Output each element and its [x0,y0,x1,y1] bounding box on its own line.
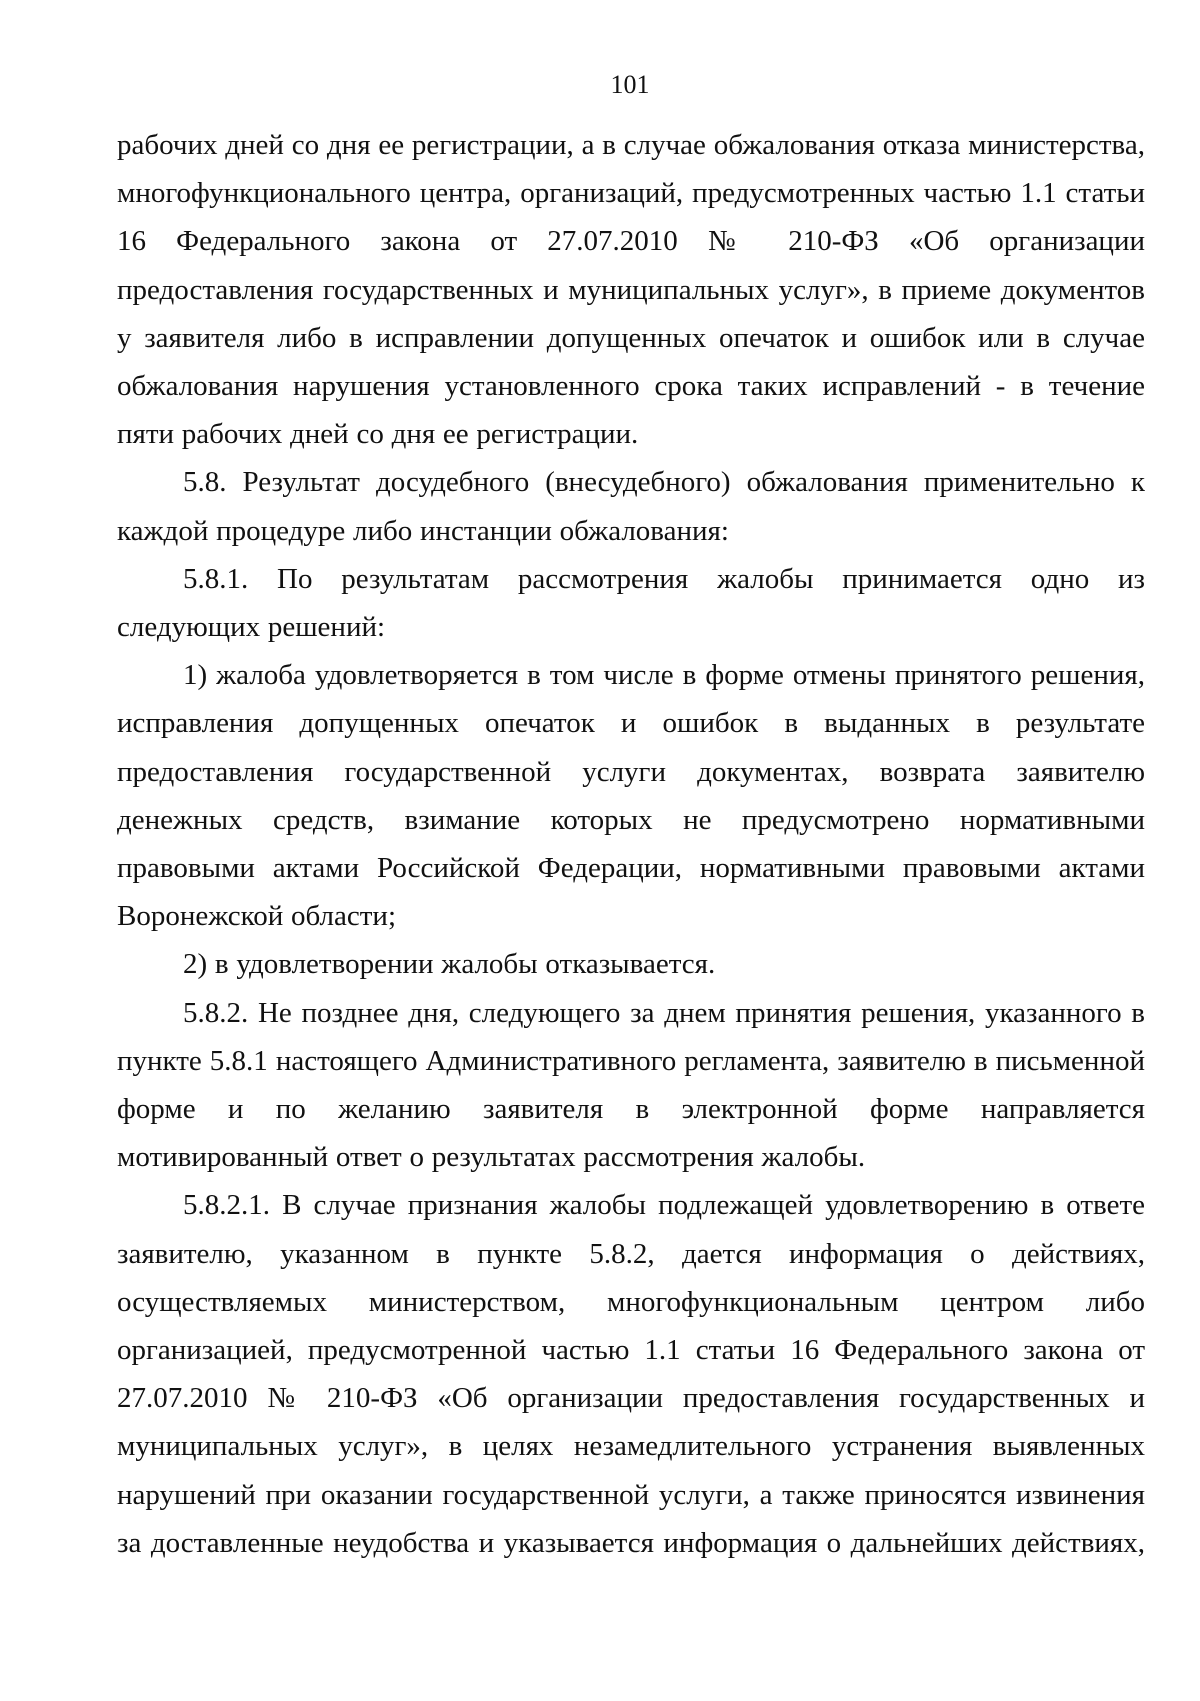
paragraph-5-8-2-1: 5.8.2.1. В случае признания жалобы подлежащей удовлетворению в ответе заявителю, указанном в пункте 5.8.2, дается информация о действиях, осуществляемых министерством, многофункциональным центром либо организацией, предусмотренной частью 1.1 статьи 16 Федерального закона от 27.07.2010 № 210-ФЗ «Об организации предоставления государственных и муниципальных услуг», в целях незамедлительного устранения выявленных нарушений при оказании государственной услуги, а также приносятся извинения за доставленные неудобства и указывается информация о дальнейших действиях, [117,1189,1145,1559]
paragraph-continuation: рабочих дней со дня ее регистрации, а в случае обжалования отказа министерства, многофункционального центра, организаций, предусмотренных частью 1.1 статьи 16 Федерального закона от 27.07.2010 № 210-ФЗ «Об организации предоставления государственных и муниципальных услуг», в приеме документов у заявителя либо в исправлении допущенных опечаток и ошибок или в случае обжалования нарушения установленного срока таких исправлений - в течение пяти рабочих дней со дня ее регистрации. [117,129,1145,451]
page-number: 101 [610,70,650,99]
list-item-1: 1) жалоба удовлетворяется в том числе в форме отмены принятого решения, исправления допущенных опечаток и ошибок в выданных в результате предоставления государственной услуги документах, возврата заявителю денежных средств, взимание которых не предусмотрено нормативными правовыми актами Российской Федерации, нормативными правовыми актами Воронежской области; [117,659,1145,933]
document-body [117,121,1145,1567]
paragraph-5-8: 5.8. Результат досудебного (внесудебного) обжалования применительно к каждой процедуре либо инстанции обжалования: [117,466,1145,547]
list-item-2: 2) в удовлетворении жалобы отказывается. [183,948,716,981]
paragraph-5-8-1: 5.8.1. По результатам рассмотрения жалобы принимается одно из следующих решений: [117,562,1145,644]
paragraph-5-8-2: 5.8.2. Не позднее дня, следующего за днем принятия решения, указанного в пункте 5.8.1 настоящего Административного регламента, заявителю в письменной форме и по желанию заявителя в электронной форме направляется мотивированный ответ о результатах рассмотрения жалобы. [117,996,1145,1174]
